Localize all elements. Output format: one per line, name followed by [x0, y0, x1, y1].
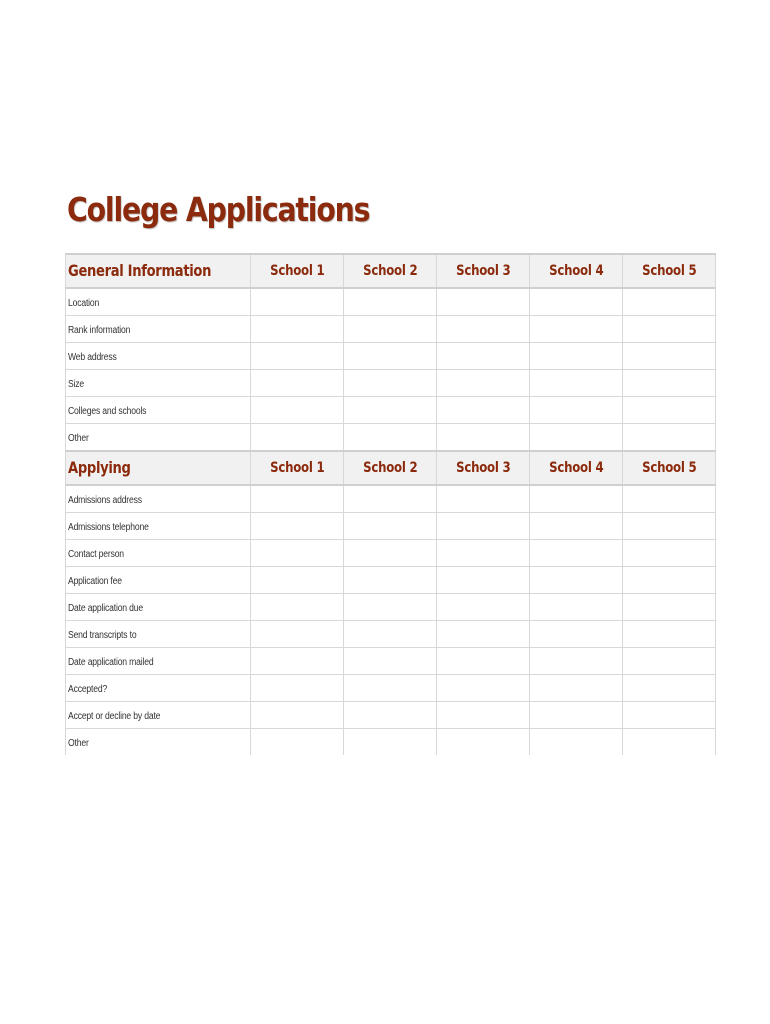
school-header-cell[interactable]	[344, 451, 437, 485]
row-label-cell[interactable]	[66, 370, 251, 397]
data-cell[interactable]	[437, 702, 530, 729]
table-row	[66, 621, 716, 648]
data-cell[interactable]	[344, 370, 437, 397]
data-cell[interactable]	[251, 397, 344, 424]
data-cell[interactable]	[530, 621, 623, 648]
data-cell[interactable]	[437, 424, 530, 452]
row-label-cell[interactable]	[66, 397, 251, 424]
data-cell[interactable]	[437, 513, 530, 540]
data-cell[interactable]	[530, 343, 623, 370]
school-header-cell[interactable]	[437, 254, 530, 288]
row-label: Size	[68, 379, 85, 390]
data-cell[interactable]	[530, 513, 623, 540]
data-cell[interactable]	[344, 397, 437, 424]
school-header-cell[interactable]	[530, 451, 623, 485]
data-cell[interactable]	[344, 621, 437, 648]
applications-table	[65, 253, 716, 755]
row-label: Location	[68, 298, 100, 309]
data-cell[interactable]	[251, 343, 344, 370]
data-cell[interactable]	[344, 343, 437, 370]
school-header: School 1	[269, 263, 325, 279]
data-cell[interactable]	[623, 729, 716, 756]
row-label-cell[interactable]	[66, 343, 251, 370]
data-cell[interactable]	[437, 648, 530, 675]
table-row	[66, 513, 716, 540]
row-label-cell[interactable]	[66, 485, 251, 513]
school-header: School 2	[362, 263, 418, 279]
table-row	[66, 397, 716, 424]
data-cell[interactable]	[344, 513, 437, 540]
row-label-cell[interactable]	[66, 316, 251, 343]
row-label-cell[interactable]	[66, 729, 251, 756]
data-cell[interactable]	[623, 397, 716, 424]
data-cell[interactable]	[251, 567, 344, 594]
data-cell[interactable]	[251, 485, 344, 513]
row-label: Application fee	[68, 576, 122, 587]
data-cell[interactable]	[251, 729, 344, 756]
data-cell[interactable]	[251, 424, 344, 452]
row-label-cell[interactable]	[66, 567, 251, 594]
data-cell[interactable]	[251, 540, 344, 567]
data-cell[interactable]	[344, 424, 437, 452]
table-row	[66, 316, 716, 343]
school-header: School 5	[641, 460, 697, 476]
data-cell[interactable]	[437, 343, 530, 370]
school-header: School 3	[455, 263, 511, 279]
row-label-cell[interactable]	[66, 621, 251, 648]
row-label: Send transcripts to	[68, 630, 137, 641]
data-cell[interactable]	[251, 370, 344, 397]
data-cell[interactable]	[437, 594, 530, 621]
data-cell[interactable]	[623, 485, 716, 513]
data-cell[interactable]	[251, 288, 344, 316]
row-label-cell[interactable]	[66, 648, 251, 675]
section-header-general-information	[66, 254, 716, 288]
data-cell[interactable]	[530, 540, 623, 567]
section-heading: General Information	[68, 261, 212, 280]
data-cell[interactable]	[437, 729, 530, 756]
row-label: Accept or decline by date	[68, 711, 161, 722]
row-label: Accepted?	[68, 684, 108, 695]
table-row	[66, 702, 716, 729]
school-header-cell[interactable]	[251, 254, 344, 288]
table-row	[66, 729, 716, 756]
school-header: School 5	[641, 263, 697, 279]
data-cell[interactable]	[623, 424, 716, 452]
data-cell[interactable]	[344, 316, 437, 343]
data-cell[interactable]	[623, 370, 716, 397]
data-cell[interactable]	[623, 316, 716, 343]
row-label-cell[interactable]	[66, 540, 251, 567]
table-row	[66, 485, 716, 513]
row-label-cell[interactable]	[66, 594, 251, 621]
data-cell[interactable]	[530, 594, 623, 621]
section-heading-cell[interactable]	[66, 451, 251, 485]
data-cell[interactable]	[344, 675, 437, 702]
data-cell[interactable]	[530, 370, 623, 397]
row-label: Web address	[68, 352, 117, 363]
data-cell[interactable]	[251, 675, 344, 702]
row-label: Other	[68, 738, 89, 749]
row-label: Date application mailed	[68, 657, 154, 668]
data-cell[interactable]	[344, 648, 437, 675]
school-header: School 1	[269, 460, 325, 476]
table-row	[66, 424, 716, 452]
table-row	[66, 288, 716, 316]
data-cell[interactable]	[623, 513, 716, 540]
data-cell[interactable]	[530, 648, 623, 675]
data-cell[interactable]	[251, 702, 344, 729]
row-label: Colleges and schools	[68, 406, 147, 417]
data-cell[interactable]	[530, 316, 623, 343]
data-cell[interactable]	[530, 567, 623, 594]
data-cell[interactable]	[344, 485, 437, 513]
data-cell[interactable]	[437, 540, 530, 567]
row-label: Contact person	[68, 549, 124, 560]
data-cell[interactable]	[530, 729, 623, 756]
row-label-cell[interactable]	[66, 513, 251, 540]
data-cell[interactable]	[437, 370, 530, 397]
data-cell[interactable]	[251, 648, 344, 675]
table-row	[66, 370, 716, 397]
data-cell[interactable]	[530, 485, 623, 513]
data-cell[interactable]	[623, 288, 716, 316]
data-cell[interactable]	[623, 702, 716, 729]
data-cell[interactable]	[437, 288, 530, 316]
data-cell[interactable]	[344, 729, 437, 756]
row-label: Date application due	[68, 603, 143, 614]
table-row	[66, 675, 716, 702]
row-label-cell[interactable]	[66, 424, 251, 452]
table-row	[66, 594, 716, 621]
data-cell[interactable]	[530, 288, 623, 316]
data-cell[interactable]	[437, 397, 530, 424]
school-header-cell[interactable]	[344, 254, 437, 288]
data-cell[interactable]	[623, 675, 716, 702]
section-header-applying	[66, 451, 716, 485]
school-header: School 4	[548, 263, 604, 279]
data-cell[interactable]	[344, 567, 437, 594]
data-cell[interactable]	[530, 702, 623, 729]
school-header-cell[interactable]	[251, 451, 344, 485]
school-header-cell[interactable]	[437, 451, 530, 485]
table-row	[66, 540, 716, 567]
data-cell[interactable]	[623, 343, 716, 370]
school-header: School 2	[362, 460, 418, 476]
data-cell[interactable]	[530, 397, 623, 424]
data-cell[interactable]	[344, 540, 437, 567]
section-heading-cell[interactable]	[66, 254, 251, 288]
school-header: School 4	[548, 460, 604, 476]
school-header-cell[interactable]	[623, 451, 716, 485]
school-header-cell[interactable]	[623, 254, 716, 288]
row-label-cell[interactable]	[66, 675, 251, 702]
data-cell[interactable]	[437, 316, 530, 343]
data-cell[interactable]	[623, 621, 716, 648]
data-cell[interactable]	[344, 594, 437, 621]
school-header: School 3	[455, 460, 511, 476]
data-cell[interactable]	[344, 702, 437, 729]
data-cell[interactable]	[437, 621, 530, 648]
data-cell[interactable]	[623, 648, 716, 675]
row-label: Admissions address	[68, 495, 142, 506]
data-cell[interactable]	[530, 424, 623, 452]
data-cell[interactable]	[623, 567, 716, 594]
table-row	[66, 567, 716, 594]
data-cell[interactable]	[437, 567, 530, 594]
page-title: College Applications	[67, 190, 370, 229]
table-row	[66, 648, 716, 675]
data-cell[interactable]	[251, 621, 344, 648]
school-header-cell[interactable]	[530, 254, 623, 288]
data-cell[interactable]	[437, 485, 530, 513]
row-label: Other	[68, 433, 89, 444]
data-cell[interactable]	[437, 675, 530, 702]
data-cell[interactable]	[530, 675, 623, 702]
row-label: Admissions telephone	[68, 522, 149, 533]
data-cell[interactable]	[251, 594, 344, 621]
row-label-cell[interactable]	[66, 288, 251, 316]
data-cell[interactable]	[623, 594, 716, 621]
data-cell[interactable]	[251, 513, 344, 540]
row-label: Rank information	[68, 325, 131, 336]
data-cell[interactable]	[251, 316, 344, 343]
section-heading: Applying	[68, 458, 131, 477]
table-row	[66, 343, 716, 370]
row-label-cell[interactable]	[66, 702, 251, 729]
data-cell[interactable]	[623, 540, 716, 567]
data-cell[interactable]	[344, 288, 437, 316]
